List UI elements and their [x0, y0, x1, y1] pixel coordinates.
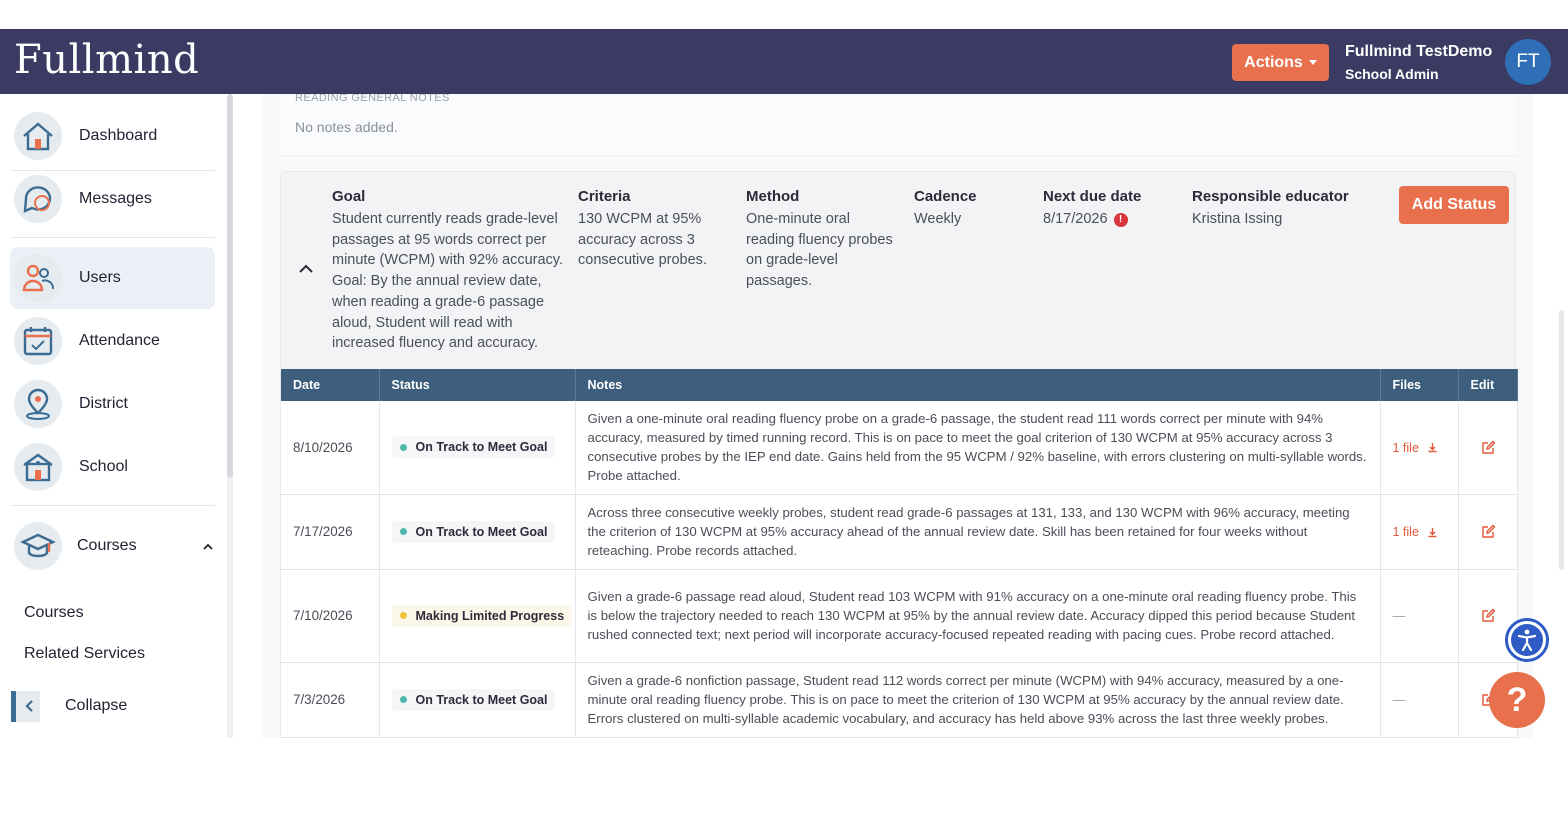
col-header-edit: Edit — [1458, 369, 1517, 401]
row-date: 7/17/2026 — [281, 494, 379, 569]
row-files — [1380, 569, 1458, 662]
chevron-up-icon[interactable] — [298, 261, 314, 277]
accessibility-icon — [1511, 624, 1543, 656]
edit-icon[interactable] — [1481, 608, 1496, 623]
status-badge — [392, 689, 556, 711]
status-label: On Track to Meet Goal — [415, 692, 548, 707]
row-status — [379, 662, 575, 737]
row-files — [1380, 401, 1458, 494]
status-dot — [400, 444, 407, 451]
main-scrollbar[interactable] — [1559, 310, 1564, 570]
status-dot — [400, 696, 407, 703]
divider — [10, 505, 215, 506]
criteria-label: Criteria — [578, 188, 631, 205]
goal-field — [332, 188, 567, 354]
row-notes: Across three consecutive weekly probes, student read grade-6 passages at 131, 133, and 130 WCPM with 96% accuracy, meeting the criterion of 130 WCPM at 95% accuracy ahead of the annual review date. Skill has been retained for four weeks without reteaching. Probe records attached. — [575, 494, 1380, 569]
status-badge — [392, 521, 556, 543]
sidebar-item-label: Messages — [79, 190, 152, 207]
user-role: School Admin — [1345, 66, 1439, 82]
status-label: On Track to Meet Goal — [415, 524, 548, 539]
sidebar-item-label: School — [79, 458, 128, 475]
chevron-up-icon[interactable] — [203, 542, 213, 552]
message-icon — [14, 175, 62, 223]
caret-down-icon — [1309, 60, 1317, 65]
table-row — [281, 401, 1517, 494]
sidebar — [0, 94, 226, 738]
sidebar-item-label: Attendance — [79, 332, 160, 349]
status-dot — [400, 528, 407, 535]
sidebar-item-label: District — [79, 395, 128, 412]
reading-general-notes — [280, 94, 1516, 156]
map-pin-icon — [14, 380, 62, 428]
status-label: On Track to Meet Goal — [415, 440, 548, 455]
sidebar-item-attendance[interactable] — [10, 310, 215, 372]
sidebar-scroll-track — [227, 478, 233, 738]
sidebar-item-users[interactable] — [10, 247, 215, 309]
method-label: Method — [746, 188, 800, 205]
download-icon — [1427, 442, 1438, 453]
notes-heading: READING GENERAL NOTES — [295, 94, 450, 104]
row-notes: Given a grade-6 passage read aloud, Student read 103 WCPM with 91% accuracy on a one-minute oral reading fluency probe. This is below the trajectory needed to reach 130 WCPM at 95% by the annual review date. Accuracy dipped this period because Student rushed connected text; next period will incorporate accuracy-focused repeated reading with pacing cues. Probe record attached. — [575, 569, 1380, 662]
next-due-text: 8/17/2026 — [1043, 211, 1108, 227]
row-notes: Given a grade-6 nonfiction passage, Student read 112 words correct per minute (WCPM) with 94% accuracy, measured by a one-minute oral reading fluency probe. This is on pace to meet the criterion of 130 WCPM at 95% accuracy by the annual review date. Errors clustered on multi-syllable academic vocabulary, and accuracy has held above 93% across the last three weekly probes. — [575, 662, 1380, 737]
row-status — [379, 569, 575, 662]
avatar[interactable]: FT — [1505, 39, 1551, 85]
sidebar-item-dashboard[interactable] — [10, 105, 215, 167]
cadence-text: Weekly — [914, 211, 962, 227]
calendar-icon — [14, 317, 62, 365]
sidebar-item-district[interactable] — [10, 373, 215, 435]
educator-field — [1192, 188, 1382, 230]
row-date: 7/10/2026 — [281, 569, 379, 662]
home-icon — [14, 112, 62, 160]
col-header-files: Files — [1380, 369, 1458, 401]
download-icon — [1427, 527, 1438, 538]
sidebar-item-label: Dashboard — [79, 127, 158, 144]
row-date: 7/3/2026 — [281, 662, 379, 737]
col-header-date: Date — [281, 369, 379, 401]
edit-icon[interactable] — [1481, 524, 1496, 539]
row-edit — [1458, 494, 1517, 569]
method-text: One-minute oral reading fluency probes on grade-level passages. — [746, 211, 893, 290]
row-edit — [1458, 401, 1517, 494]
school-icon — [14, 443, 62, 491]
table-header-row — [281, 369, 1517, 401]
status-badge — [392, 436, 556, 458]
divider — [10, 237, 215, 238]
alert-icon: ! — [1114, 213, 1128, 227]
collapse-label: Collapse — [65, 697, 128, 714]
logo[interactable]: Fullmind — [14, 37, 200, 83]
col-header-notes: Notes — [575, 369, 1380, 401]
files-label: 1 file — [1392, 525, 1419, 539]
chevron-left-icon — [11, 691, 40, 722]
actions-button[interactable] — [1232, 44, 1329, 81]
file-download-link[interactable] — [1393, 441, 1438, 455]
row-files — [1380, 662, 1458, 737]
method-field — [746, 188, 901, 292]
status-label: Making Limited Progress — [415, 608, 565, 623]
files-empty: — — [1392, 608, 1406, 623]
goal-text: Student currently reads grade-level passages at 95 words correct per minute (WCPM) with 92% accuracy. Goal: By the annual review date, when reading a grade-6 passage aloud, Student will read with increased fluency and accuracy. — [332, 211, 563, 352]
graduation-cap-icon — [14, 522, 62, 570]
table-row — [281, 662, 1517, 737]
table-row — [281, 569, 1517, 662]
files-label: 1 file — [1392, 440, 1419, 455]
help-button[interactable]: ? — [1489, 672, 1545, 728]
notes-text: No notes added. — [295, 119, 398, 135]
top-header — [0, 29, 1568, 94]
row-status — [379, 401, 575, 494]
user-name: Fullmind TestDemo — [1345, 43, 1493, 60]
goal-card — [280, 171, 1516, 738]
row-files — [1380, 494, 1458, 569]
sidebar-item-label: Courses — [77, 537, 137, 554]
sidebar-item-messages[interactable] — [10, 168, 215, 230]
file-download-link[interactable] — [1393, 525, 1438, 539]
sidebar-subitem-courses[interactable]: Courses — [24, 604, 84, 621]
table-row — [281, 494, 1517, 569]
files-empty: — — [1392, 692, 1406, 707]
educator-text: Kristina Issing — [1192, 211, 1283, 227]
criteria-field — [578, 188, 723, 271]
cadence-label: Cadence — [914, 188, 977, 205]
status-dot — [400, 612, 407, 619]
sidebar-item-courses[interactable] — [10, 515, 215, 577]
row-notes: Given a one-minute oral reading fluency probe on a grade-6 passage, the student read 111 words correct per minute with 94% accuracy, measured by timed running record. This is on pace to meet the goal criterion of 130 WCPM at 95% accuracy across 3 consecutive probes by the IEP end date. Gains held from the 95 WCPM / 92% baseline, with errors clustering on multi-syllable words. Probe attached. — [575, 401, 1380, 494]
actions-label: Actions — [1244, 53, 1303, 71]
next-due-field — [1043, 188, 1178, 230]
sidebar-item-school[interactable] — [10, 436, 215, 498]
accessibility-button[interactable] — [1505, 618, 1549, 662]
next-due-label: Next due date — [1043, 188, 1142, 205]
status-badge — [392, 605, 573, 627]
educator-label: Responsible educator — [1192, 188, 1349, 205]
sidebar-subitem-related-services[interactable]: Related Services — [24, 645, 145, 662]
cadence-field — [914, 188, 1024, 230]
goal-label: Goal — [332, 188, 366, 205]
main-content — [263, 94, 1533, 738]
row-date: 8/10/2026 — [281, 401, 379, 494]
sidebar-scrollbar[interactable] — [227, 94, 233, 478]
add-status-button[interactable]: Add Status — [1399, 186, 1509, 224]
criteria-text: 130 WCPM at 95% accuracy across 3 consecutive probes. — [578, 211, 707, 269]
collapse-button[interactable] — [10, 691, 215, 723]
edit-icon[interactable] — [1481, 440, 1496, 455]
row-status — [379, 494, 575, 569]
users-icon — [14, 254, 62, 302]
status-table — [281, 369, 1518, 738]
col-header-status: Status — [379, 369, 575, 401]
sidebar-item-label: Users — [79, 269, 121, 286]
